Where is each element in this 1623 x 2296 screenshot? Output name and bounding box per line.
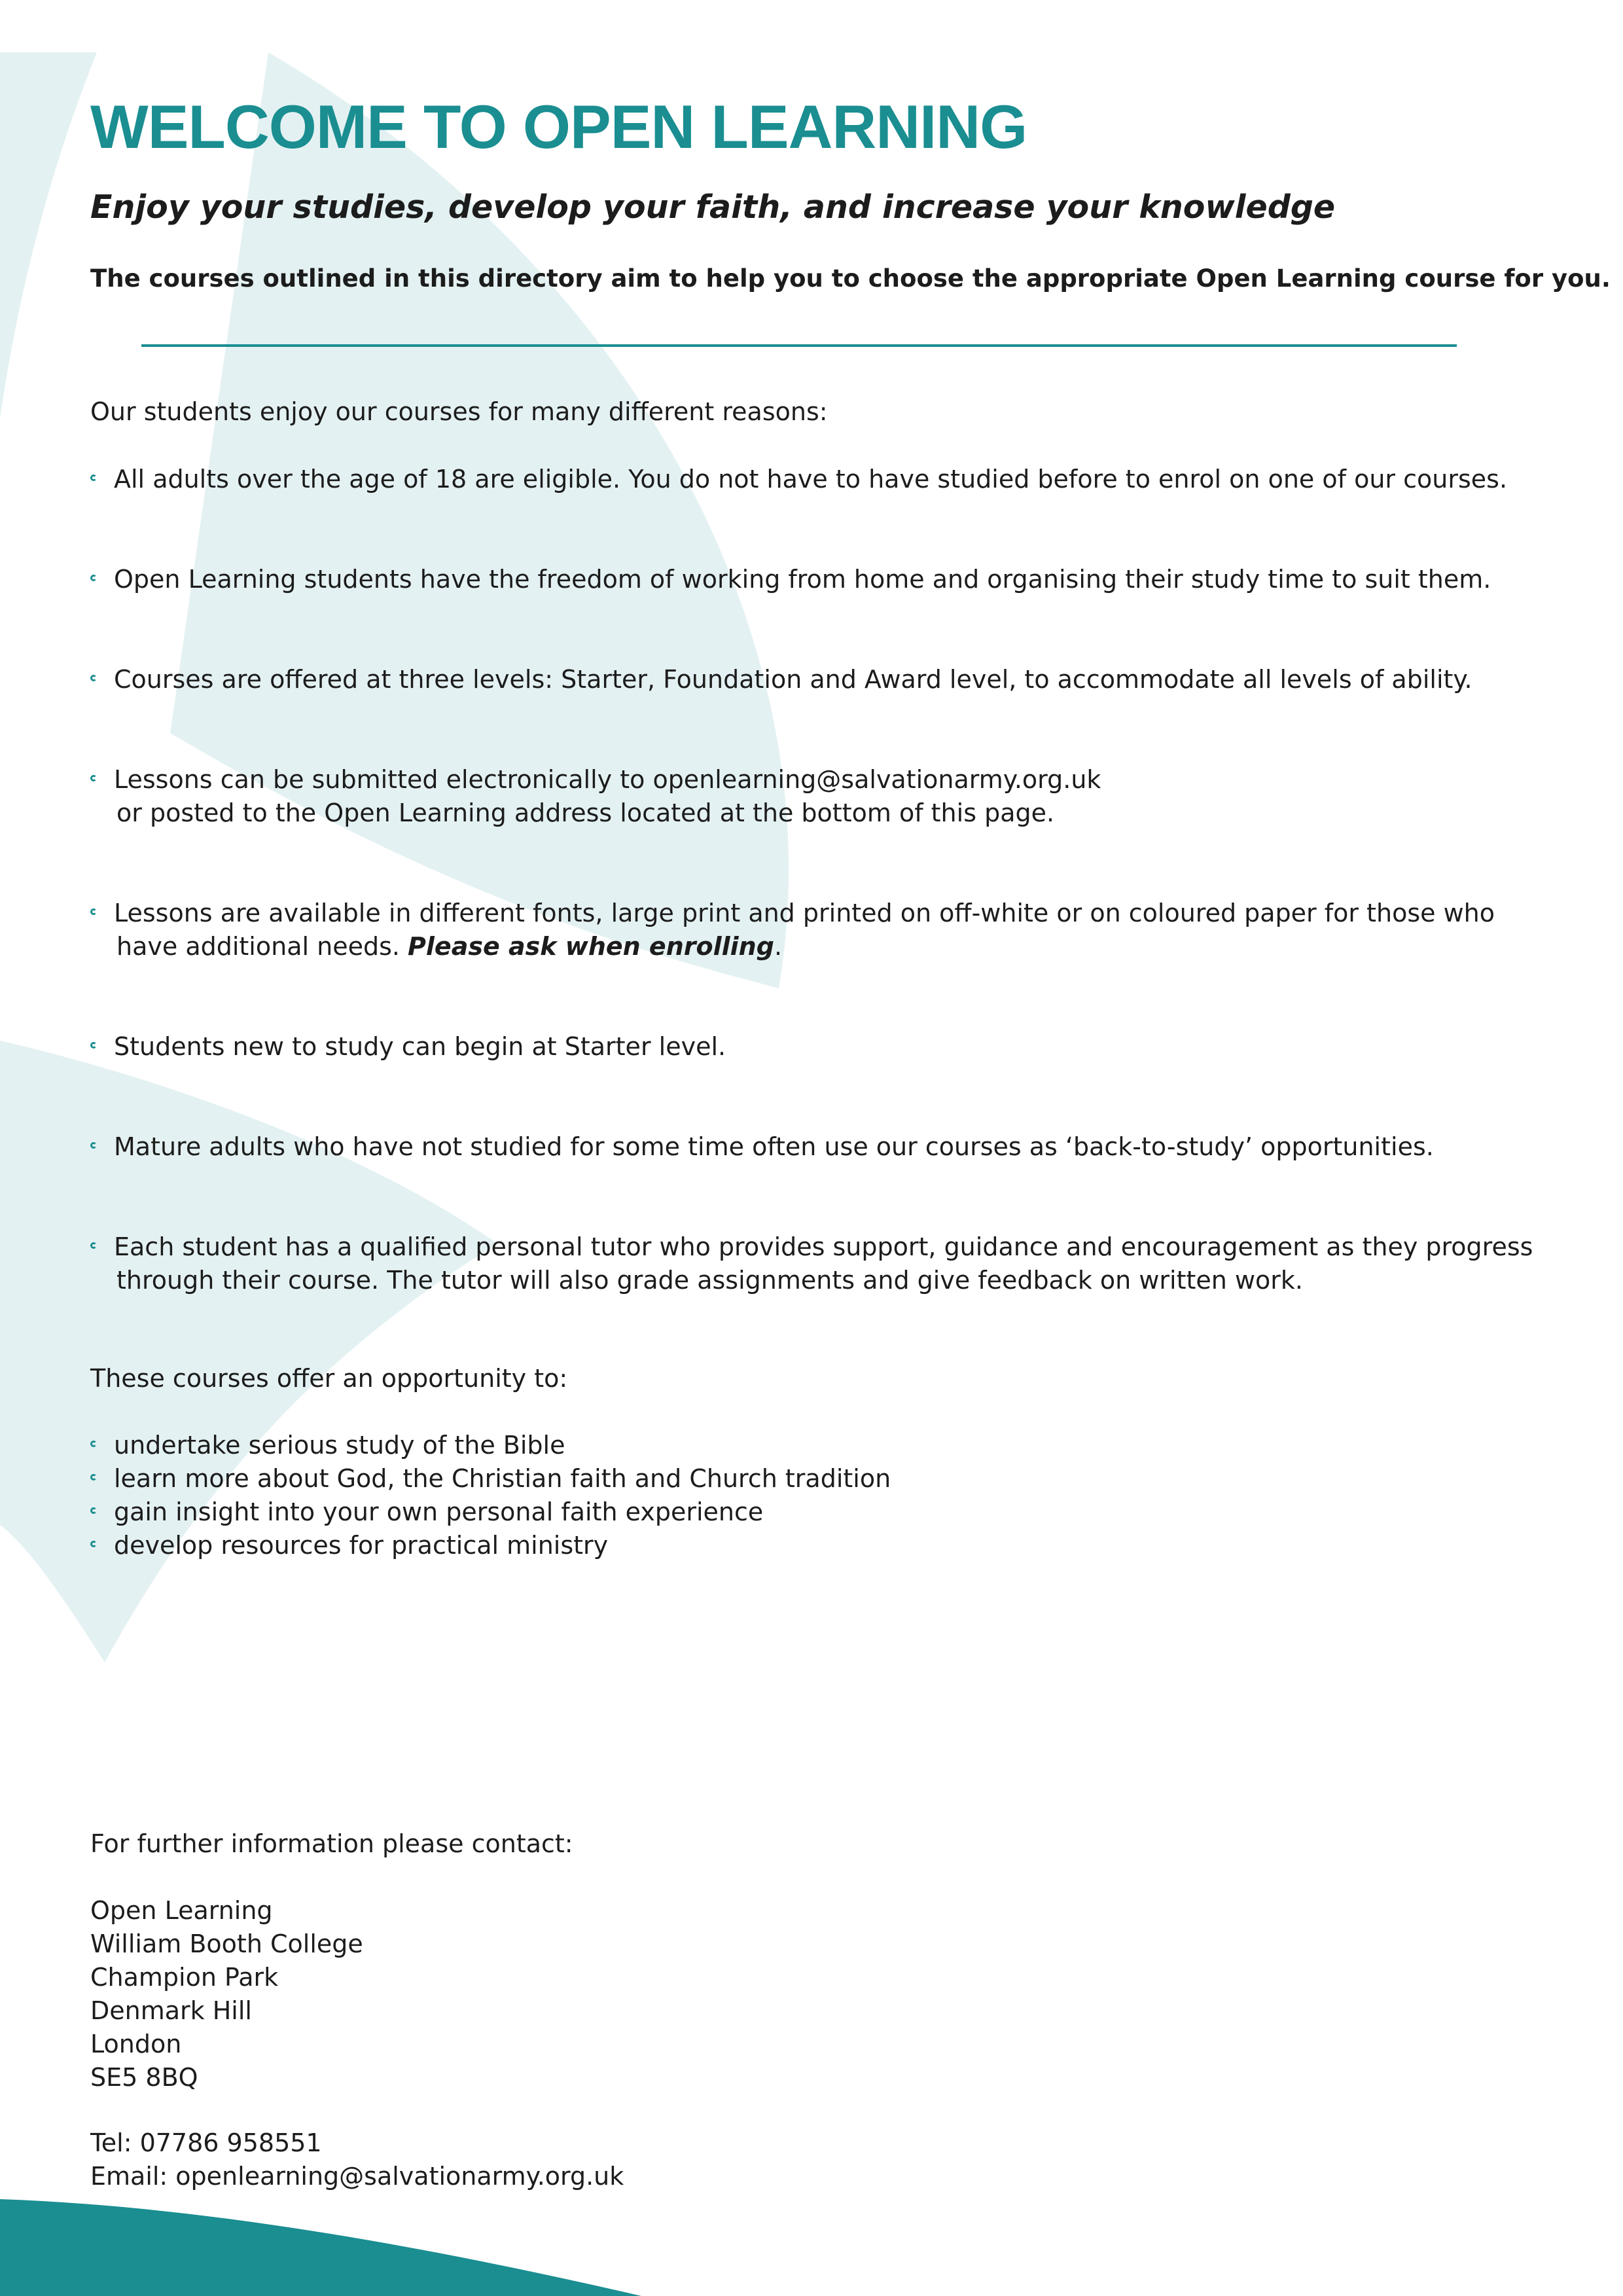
emphasis-text: Please ask when enrolling: [408, 932, 774, 961]
list-item: [90, 1230, 1550, 1297]
list-item: [90, 563, 1550, 596]
list-item-text: develop resources for practical ministry: [114, 1531, 609, 1560]
bullet-icon: [90, 475, 97, 481]
list-item-text: Lessons are available in different fonts, large print and printed on off-white or on coloured paper for those who: [114, 899, 1495, 927]
list-item: [90, 663, 1550, 696]
contact-details: [90, 2126, 624, 2193]
intro-text: The courses outlined in this directory aim to help you to choose the appropriate Open Learning course for you.: [90, 264, 1611, 293]
contact-lead: For further information please contact:: [90, 1829, 573, 1858]
reasons-lead: Our students enjoy our courses for many different reasons:: [90, 397, 828, 426]
telephone-number: Tel: 07786 958551: [90, 2128, 322, 2157]
offers-list: [90, 1429, 891, 1562]
offers-lead: These courses offer an opportunity to:: [90, 1364, 568, 1393]
list-item-text: Each student has a qualified personal tutor who provides support, guidance and encouragement as they progress: [114, 1232, 1533, 1261]
list-item: [90, 1529, 891, 1562]
list-item: [90, 1030, 1550, 1064]
list-item-text: undertake serious study of the Bible: [114, 1431, 565, 1460]
bullet-icon: [90, 1541, 97, 1547]
list-item-text-continued: [114, 930, 1550, 963]
bullet-icon: [90, 575, 97, 581]
list-item: [90, 1130, 1550, 1164]
list-item-text: Lessons can be submitted electronically to openlearning@salvationarmy.org.uk: [114, 765, 1101, 794]
address-line: Champion Park: [90, 1963, 279, 1992]
postal-address: [90, 1894, 363, 2094]
reasons-list: [90, 463, 1550, 1297]
bullet-icon: [90, 1242, 97, 1249]
list-item: [90, 1496, 891, 1529]
address-line: SE5 8BQ: [90, 2063, 198, 2092]
bullet-icon: [90, 675, 97, 681]
bullet-icon: [90, 1441, 97, 1447]
bullet-icon: [90, 1474, 97, 1480]
email-address: Email: openlearning@salvationarmy.org.uk: [90, 2162, 624, 2191]
list-item-text-continued: or posted to the Open Learning address located at the bottom of this page.: [116, 798, 1055, 827]
list-item: [90, 897, 1550, 963]
address-line: Open Learning: [90, 1896, 273, 1925]
list-item-text: gain insight into your own personal faith experience: [114, 1498, 764, 1526]
bullet-icon: [90, 775, 97, 781]
bullet-icon: [90, 1507, 97, 1514]
background-swoosh-upper: [0, 52, 97, 419]
list-item-text: Mature adults who have not studied for some time often use our courses as ‘back-to-study’ opportunities.: [114, 1132, 1434, 1161]
list-item-text: Open Learning students have the freedom of working from home and organising their study time to suit them.: [114, 565, 1491, 594]
list-item: [90, 763, 1550, 830]
bullet-icon: [90, 1142, 97, 1149]
list-item: [90, 1429, 891, 1462]
address-line: Denmark Hill: [90, 1996, 252, 2025]
page-subtitle: Enjoy your studies, develop your faith, and increase your knowledge: [90, 188, 1336, 226]
page-title: WELCOME TO OPEN LEARNING: [90, 92, 1027, 161]
list-item: [90, 463, 1550, 496]
list-item-text: Students new to study can begin at Starter level.: [114, 1032, 726, 1061]
list-item-text: All adults over the age of 18 are eligible. You do not have to have studied before to enrol on one of our courses.: [114, 465, 1508, 493]
list-item-text: learn more about God, the Christian faith and Church tradition: [114, 1464, 891, 1493]
address-line: William Booth College: [90, 1929, 363, 1958]
list-item-text: Courses are offered at three levels: Starter, Foundation and Award level, to accommodate all levels of ability.: [114, 665, 1472, 694]
list-item-text-part: have additional needs.: [116, 932, 408, 961]
bullet-icon: [90, 908, 97, 915]
list-item-text-end: .: [774, 932, 783, 961]
bullet-icon: [90, 1042, 97, 1049]
address-line: London: [90, 2030, 182, 2058]
divider-rule: [141, 344, 1457, 347]
list-item-text-continued: through their course. The tutor will also grade assignments and give feedback on written work.: [116, 1266, 1303, 1295]
footer-wave: [0, 2199, 641, 2296]
list-item: [90, 1462, 891, 1496]
